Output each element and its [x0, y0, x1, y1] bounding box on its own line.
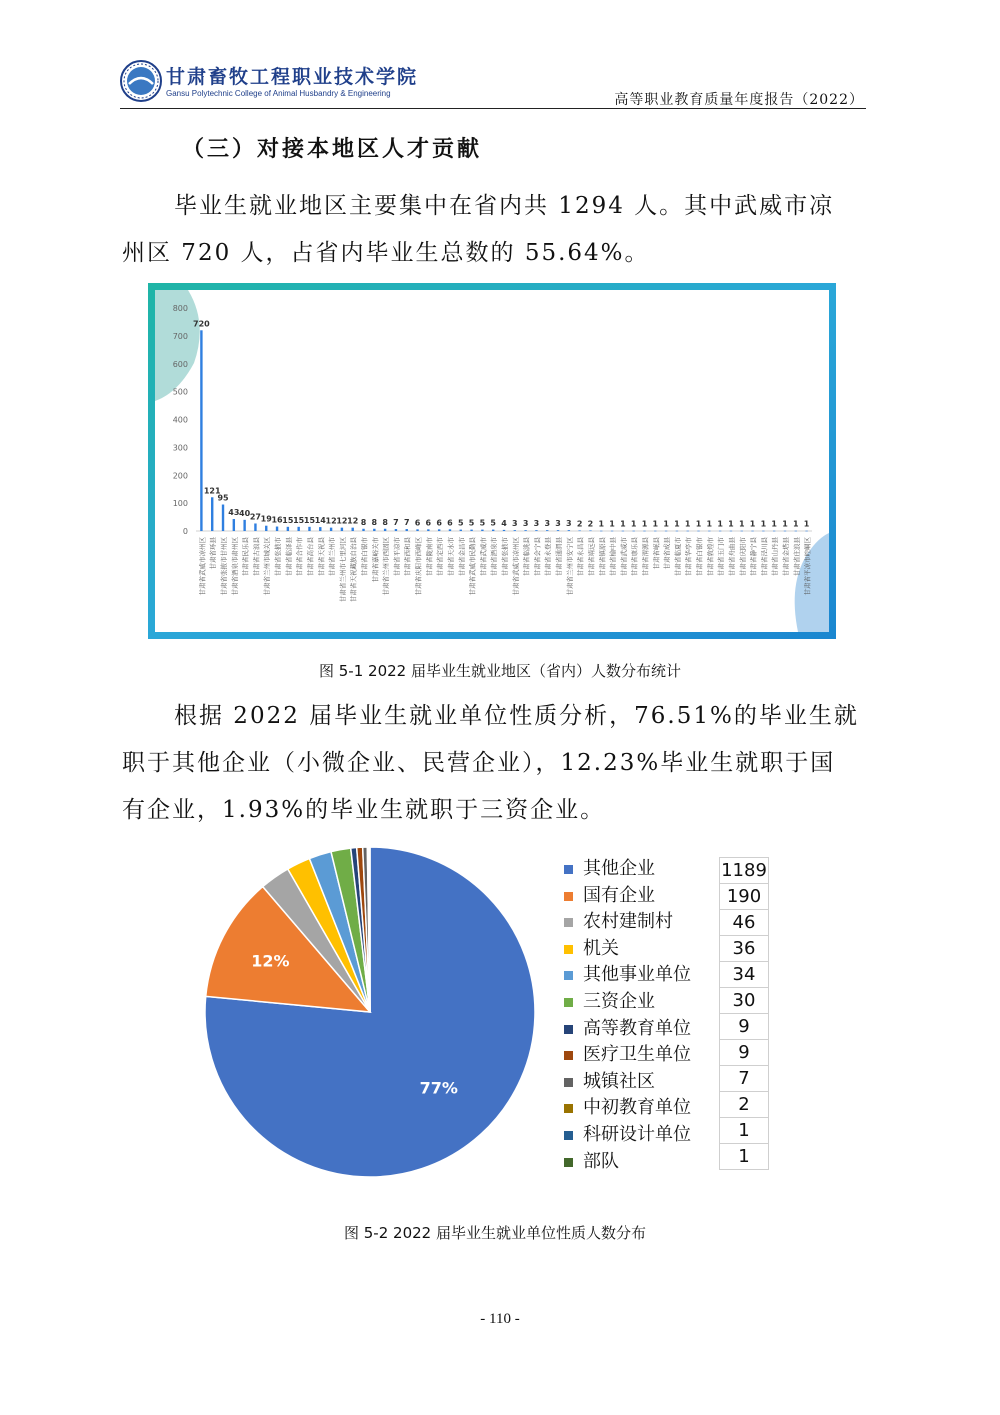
bar: [762, 531, 764, 532]
x-tick-label: 甘肃省古浪县: [252, 537, 261, 576]
legend-swatch: [564, 945, 573, 954]
x-tick-label: 甘肃省天祝藏族自治县: [349, 537, 358, 602]
table-row: [720, 962, 769, 988]
bar: [362, 529, 364, 531]
legend-swatch: [564, 1158, 573, 1167]
paragraph-line: 有企业，1.93%的毕业生就职于三资企业。: [122, 797, 606, 823]
bar-value-label: 720: [193, 319, 210, 329]
bar: [805, 531, 807, 532]
x-tick-label: 甘肃省敦煌市: [706, 537, 715, 576]
y-tick-label: 100: [172, 499, 188, 509]
x-tick-label: 甘肃省天祝县: [317, 537, 326, 576]
bar: [524, 530, 526, 531]
bar: [643, 531, 645, 532]
bar-value-label: 1: [749, 519, 756, 529]
bar-value-label: 12: [336, 516, 348, 526]
bar-value-label: 3: [522, 519, 529, 529]
paragraph-employment-region: [122, 183, 868, 277]
bar-value-label: 1: [738, 519, 745, 529]
legend-label: 部队: [583, 1150, 619, 1172]
chart-plot-background: [155, 290, 829, 632]
bar: [265, 526, 267, 531]
x-tick-label: 甘肃省永登县: [544, 537, 553, 576]
bar: [406, 529, 408, 531]
x-tick-label: 甘肃省兰州市西固区: [382, 537, 391, 596]
x-tick-label: 甘肃省渭源县: [641, 537, 650, 576]
x-tick-label: 甘肃省临泽县: [284, 537, 293, 576]
x-tick-label: 甘肃省张掖市: [501, 537, 509, 576]
bar: [319, 527, 321, 531]
x-tick-label: 甘肃省张掖市甘州区: [220, 537, 229, 596]
pie-value-table: [719, 857, 769, 1170]
bar: [697, 531, 699, 532]
legend-value: 7: [720, 1066, 769, 1092]
bar-value-label: 1: [663, 519, 669, 529]
x-tick-label: 甘肃省兰州市安宁区: [565, 537, 574, 596]
x-tick-label: 甘肃省山丹县: [771, 537, 780, 576]
bar: [730, 531, 732, 532]
legend-swatch: [564, 918, 573, 927]
y-tick-label: 300: [172, 443, 188, 453]
legend-value: 36: [720, 936, 769, 962]
legend-swatch: [564, 892, 573, 901]
x-tick-label: 甘肃省舟曲县: [727, 537, 736, 576]
table-row: [720, 858, 769, 884]
legend-label: 机关: [583, 937, 619, 959]
bar-value-label: 5: [468, 518, 475, 528]
section-heading: （三）对接本地区人才贡献: [182, 136, 483, 162]
bar: [297, 527, 299, 531]
x-tick-label: 甘肃省嘉峪关市: [371, 537, 380, 583]
bar-value-label: 6: [425, 518, 432, 528]
x-tick-label: 甘肃省武威市: [479, 537, 488, 576]
bar: [330, 528, 332, 531]
bar-value-label: 1: [684, 519, 691, 529]
bar: [470, 530, 472, 531]
bar-value-label: 6: [414, 518, 421, 528]
bar: [200, 330, 202, 531]
legend-swatch: [564, 1104, 573, 1113]
bar-value-label: 2: [587, 519, 594, 529]
legend-label: 科研设计单位: [583, 1124, 691, 1145]
x-tick-label: 甘肃省临夏市: [673, 537, 682, 576]
x-tick-label: 甘肃省泾川县: [760, 537, 769, 576]
x-tick-label: 甘肃省兰州市城关区: [263, 537, 272, 596]
legend-value: 2: [720, 1092, 769, 1118]
bar: [308, 527, 310, 531]
legend-value: 9: [720, 1014, 769, 1040]
bar-value-label: 12: [347, 516, 359, 526]
bar: [751, 531, 753, 532]
bar: [546, 530, 548, 531]
region-bar-chart: [148, 283, 836, 639]
bar-value-label: 1: [609, 519, 615, 529]
legend-value: 9: [720, 1040, 769, 1066]
bar: [687, 531, 689, 532]
bar-value-label: 3: [544, 519, 551, 529]
bar: [654, 531, 656, 532]
bar: [741, 531, 743, 532]
bar-value-label: 6: [436, 518, 442, 528]
bar-value-label: 1: [630, 519, 637, 529]
bar: [632, 531, 634, 532]
bar-value-label: 1: [652, 519, 659, 529]
bar: [578, 530, 580, 531]
school-name-en: Gansu Polytechnic College of Animal Husbandry & Engineering: [166, 89, 391, 98]
y-tick-label: 400: [172, 415, 188, 425]
figure-caption-5-1: 图 5-1 2022 届毕业生就业地区（省内）人数分布统计: [319, 662, 681, 680]
bar: [373, 529, 375, 531]
bar-value-label: 6: [447, 518, 453, 528]
bar: [503, 530, 505, 531]
pie-slice: [369, 847, 370, 1012]
legend-swatch: [564, 1025, 573, 1034]
legend-swatch: [564, 1078, 573, 1087]
bar: [438, 529, 440, 531]
x-tick-label: 甘肃省康乐县: [630, 537, 639, 576]
figure-caption-5-2: 图 5-2 2022 届毕业生就业单位性质人数分布: [344, 1224, 646, 1242]
paragraph-line: 根据 2022 届毕业生就业单位性质分析，76.51%的毕业生就: [174, 703, 859, 729]
bar: [352, 528, 354, 531]
bar-value-label: 1: [771, 519, 777, 529]
bar: [254, 523, 256, 531]
bar: [708, 531, 710, 532]
legend-value: 46: [720, 910, 769, 936]
x-tick-label: 甘肃省白银市: [695, 537, 704, 576]
bar: [557, 530, 559, 531]
bar-value-label: 1: [760, 519, 767, 529]
y-tick-label: 800: [172, 304, 188, 313]
x-tick-label: 甘肃省庆阳市: [738, 537, 747, 576]
x-tick-label: 甘肃省酒泉市肃州区: [230, 537, 239, 596]
x-tick-label: 甘肃省武威市: [619, 537, 628, 576]
bar-value-label: 3: [512, 519, 518, 529]
college-logo: [120, 60, 162, 102]
paragraph-line: 州区 720 人，占省内毕业生总数的 55.64%。: [122, 240, 650, 266]
bar-value-label: 3: [555, 519, 561, 529]
bar: [243, 520, 245, 531]
bar: [568, 530, 570, 531]
legend-value: 190: [720, 884, 769, 910]
region-bar-chart-svg: [148, 283, 836, 639]
legend-swatch: [564, 1051, 573, 1060]
bar: [481, 530, 483, 531]
x-tick-label: 甘肃省榆中县: [609, 537, 618, 576]
bar: [773, 531, 775, 532]
bar: [276, 527, 278, 531]
bar: [611, 531, 613, 532]
bar-value-label: 43: [228, 508, 240, 518]
x-tick-label: 甘肃省陇南市: [425, 537, 434, 576]
bar: [784, 531, 786, 532]
bar: [665, 531, 667, 532]
bar: [514, 530, 516, 531]
y-tick-label: 700: [172, 331, 188, 341]
bar-value-label: 40: [239, 508, 251, 518]
legend-value: 1: [720, 1144, 769, 1170]
bar: [287, 527, 289, 531]
bar-value-label: 5: [479, 518, 486, 528]
legend-swatch: [564, 971, 573, 980]
x-tick-label: 甘肃省临洮县: [522, 537, 531, 576]
legend-label: 国有企业: [583, 884, 655, 906]
table-row: [720, 910, 769, 936]
legend-swatch: [564, 998, 573, 1007]
y-tick-label: 600: [172, 359, 188, 369]
bar-value-label: 121: [203, 486, 221, 496]
bar-value-label: 5: [490, 518, 496, 528]
bar-value-label: 5: [457, 518, 464, 528]
bar-value-label: 4: [501, 518, 507, 528]
legend-label: 其他事业单位: [583, 964, 691, 986]
table-row: [720, 1092, 769, 1118]
bar-value-label: 15: [282, 515, 294, 525]
y-tick-label: 0: [182, 527, 188, 536]
x-tick-label: 甘肃省环县: [209, 537, 218, 570]
x-tick-label: 甘肃省成县: [663, 537, 672, 570]
bar-value-label: 15: [293, 515, 305, 525]
bar-value-label: 19: [260, 514, 272, 524]
x-tick-label: 甘肃省岷县: [652, 537, 661, 570]
legend-value: 1: [720, 1118, 769, 1144]
x-tick-label: 甘肃省高台县: [306, 537, 315, 576]
legend-label: 城镇社区: [583, 1070, 655, 1092]
pie-data-label: 12%: [251, 951, 290, 971]
bar: [395, 529, 397, 531]
x-tick-label: 甘肃省金塔县: [781, 537, 790, 576]
bar-value-label: 8: [371, 517, 378, 527]
bar: [341, 528, 343, 531]
bar-value-label: 1: [641, 519, 648, 529]
table-row: [720, 988, 769, 1014]
legend-swatch: [564, 865, 573, 874]
legend-label: 其他企业: [583, 858, 655, 879]
header-divider: [120, 108, 866, 109]
bar-value-label: 14: [314, 516, 326, 526]
bar-value-label: 7: [393, 518, 399, 528]
x-tick-label: 甘肃省通渭县: [555, 537, 564, 576]
x-tick-label: 甘肃省平凉市: [392, 537, 401, 576]
bar-value-label: 8: [382, 517, 388, 527]
x-tick-label: 甘肃省民乐县: [241, 537, 250, 576]
x-tick-label: 甘肃省平凉市崆峒区: [803, 537, 812, 596]
legend-label: 高等教育单位: [583, 1017, 691, 1039]
bar: [416, 529, 418, 531]
legend-value: 34: [720, 962, 769, 988]
bar-value-label: 2: [576, 519, 583, 529]
table-row: [720, 884, 769, 910]
table-row: [720, 936, 769, 962]
paragraph-line: 毕业生就业地区主要集中在省内共 1294 人。其中武威市凉: [174, 193, 835, 219]
legend-label: 三资企业: [583, 991, 655, 1012]
x-tick-label: 甘肃省合作市: [295, 537, 304, 576]
x-tick-label: 甘肃省庄浪县: [792, 537, 801, 576]
table-row: [720, 1040, 769, 1066]
bar-value-label: 1: [620, 519, 626, 529]
table-row: [720, 1014, 769, 1040]
x-tick-label: 甘肃省靖远县: [587, 537, 596, 576]
bar: [622, 531, 624, 532]
bar: [535, 530, 537, 531]
legend-value: 1189: [720, 858, 769, 884]
y-tick-label: 200: [172, 471, 188, 481]
report-title: 高等职业教育质量年度报告（2022）: [614, 92, 864, 108]
bar: [449, 529, 451, 531]
table-row: [720, 1118, 769, 1144]
bar: [676, 531, 678, 532]
bar-value-label: 1: [803, 519, 810, 529]
pie-data-label: 77%: [419, 1078, 458, 1098]
x-tick-label: 甘肃省武威市民勤县: [468, 537, 477, 596]
bar-value-label: 15: [303, 515, 316, 525]
bar-value-label: 3: [566, 519, 572, 529]
x-tick-label: 甘肃省静宁县: [749, 537, 758, 576]
bar-value-label: 1: [793, 519, 799, 529]
x-tick-label: 甘肃省金昌市: [457, 537, 466, 576]
bar-value-label: 8: [360, 517, 367, 527]
table-row: [720, 1144, 769, 1170]
legend-label: 医疗卫生单位: [583, 1044, 691, 1066]
legend-label: 农村建制村: [583, 911, 673, 933]
bar-value-label: 1: [728, 519, 734, 529]
bar-value-label: 1: [674, 519, 680, 529]
bar: [589, 530, 591, 531]
bar-value-label: 27: [249, 512, 262, 522]
x-tick-label: 甘肃省庆阳市西峰区: [414, 537, 423, 596]
legend-swatch: [564, 1131, 573, 1140]
bar: [492, 530, 494, 531]
bar: [384, 529, 386, 531]
x-tick-label: 甘肃省西和县: [403, 537, 412, 576]
bar-value-label: 1: [706, 519, 713, 529]
x-tick-label: 甘肃省镇原县: [598, 537, 607, 576]
bar-value-label: 3: [533, 519, 540, 529]
x-tick-label: 甘肃省定西市: [436, 537, 445, 576]
bar: [719, 531, 721, 532]
bar-value-label: 7: [403, 518, 410, 528]
x-tick-label: 甘肃省永昌县: [576, 537, 585, 576]
bar: [427, 529, 429, 531]
bar-value-label: 16: [271, 515, 283, 525]
paragraph-employer-type: [122, 693, 868, 834]
x-tick-label: 甘肃省兰州市七里河区: [338, 537, 347, 602]
table-row: [720, 1066, 769, 1092]
x-tick-label: 甘肃省兰州市: [328, 537, 337, 576]
bar: [211, 497, 213, 531]
legend-value: 30: [720, 988, 769, 1014]
employer-type-pie-chart: [200, 842, 544, 1186]
x-tick-label: 甘肃省玉门市: [717, 537, 726, 576]
paragraph-line: 职于其他企业（小微企业、民营企业），12.23%毕业生就职于国: [122, 750, 836, 776]
bar-value-label: 1: [598, 519, 605, 529]
x-tick-label: 甘肃省天水市: [446, 537, 455, 576]
bar-value-label: 1: [782, 519, 788, 529]
bar-value-label: 95: [217, 493, 229, 503]
bar: [600, 531, 602, 532]
page-number: - 110 -: [480, 1311, 520, 1327]
x-tick-label: 甘肃省酒泉市: [490, 537, 499, 576]
x-tick-label: 甘肃省武威市凉州区: [511, 537, 520, 596]
x-tick-label: 甘肃省张掖市: [274, 537, 283, 576]
bar: [222, 505, 224, 531]
y-tick-label: 500: [172, 387, 188, 397]
bar-value-label: 1: [695, 519, 702, 529]
x-tick-label: 甘肃省华亭市: [684, 537, 693, 576]
bar: [460, 530, 462, 531]
legend-label: 中初教育单位: [583, 1097, 691, 1119]
school-name: 甘肃畜牧工程职业技术学院: [166, 66, 419, 88]
bar: [795, 531, 797, 532]
x-tick-label: 甘肃省会宁县: [533, 537, 542, 576]
bar-value-label: 12: [325, 516, 337, 526]
x-tick-label: 甘肃省白银市: [360, 537, 369, 576]
bar: [233, 519, 235, 531]
x-tick-label: 甘肃省武威市凉州区: [198, 537, 207, 596]
bar-value-label: 1: [717, 519, 723, 529]
